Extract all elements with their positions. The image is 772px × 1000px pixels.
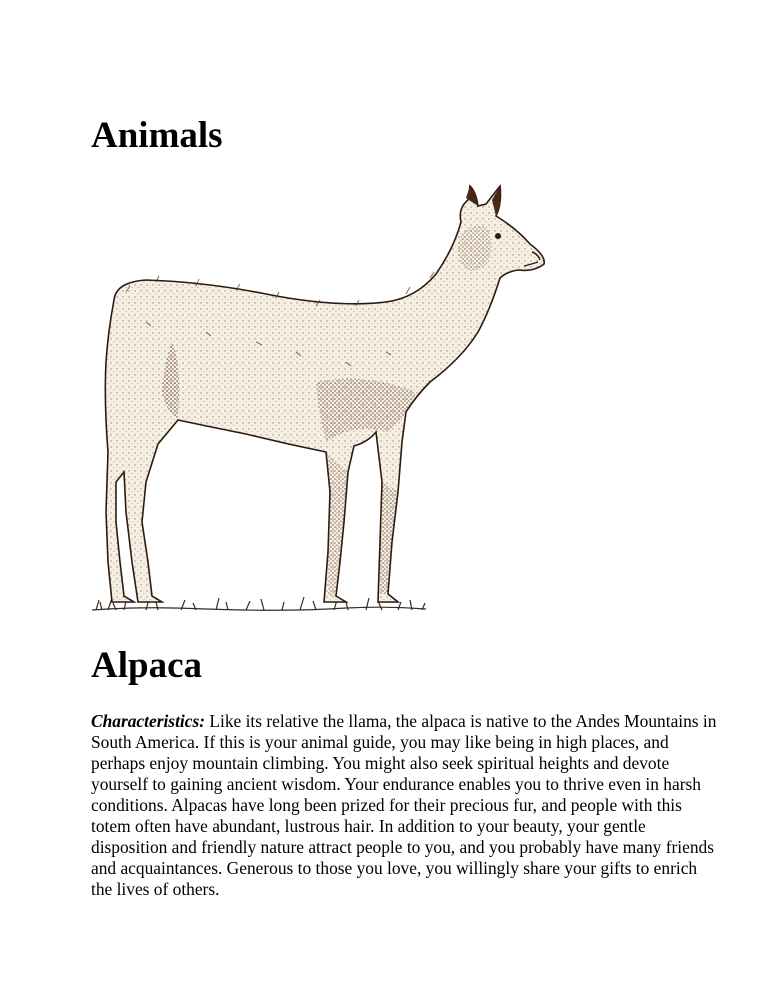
characteristics-text: Like its relative the llama, the alpaca is native to the Andes Mountains in South America. If this is your animal guide, you may like being in high places, and perhaps enjoy mountain climbing. You might also seek spiritual heights and devote yourself to gaining ancient wisdom. Your endurance enables you to thrive even in harsh conditions. Alpacas have long been prized for their precious fur, and people with this totem often have abundant, lustrous hair. In addition to your beauty, your gentle disposition and friendly nature attract people to you, and you probably have many friends and acquaintances. Generous to those you love, you willingly share your gifts to enrich the lives of others. — [91, 711, 717, 899]
animal-name-heading: Alpaca — [91, 645, 202, 686]
characteristics-label: Characteristics: — [91, 711, 206, 731]
alpaca-illustration — [86, 182, 556, 618]
alpaca-eye — [495, 233, 501, 239]
page-title: Animals — [91, 115, 223, 156]
characteristics-paragraph — [91, 711, 719, 900]
